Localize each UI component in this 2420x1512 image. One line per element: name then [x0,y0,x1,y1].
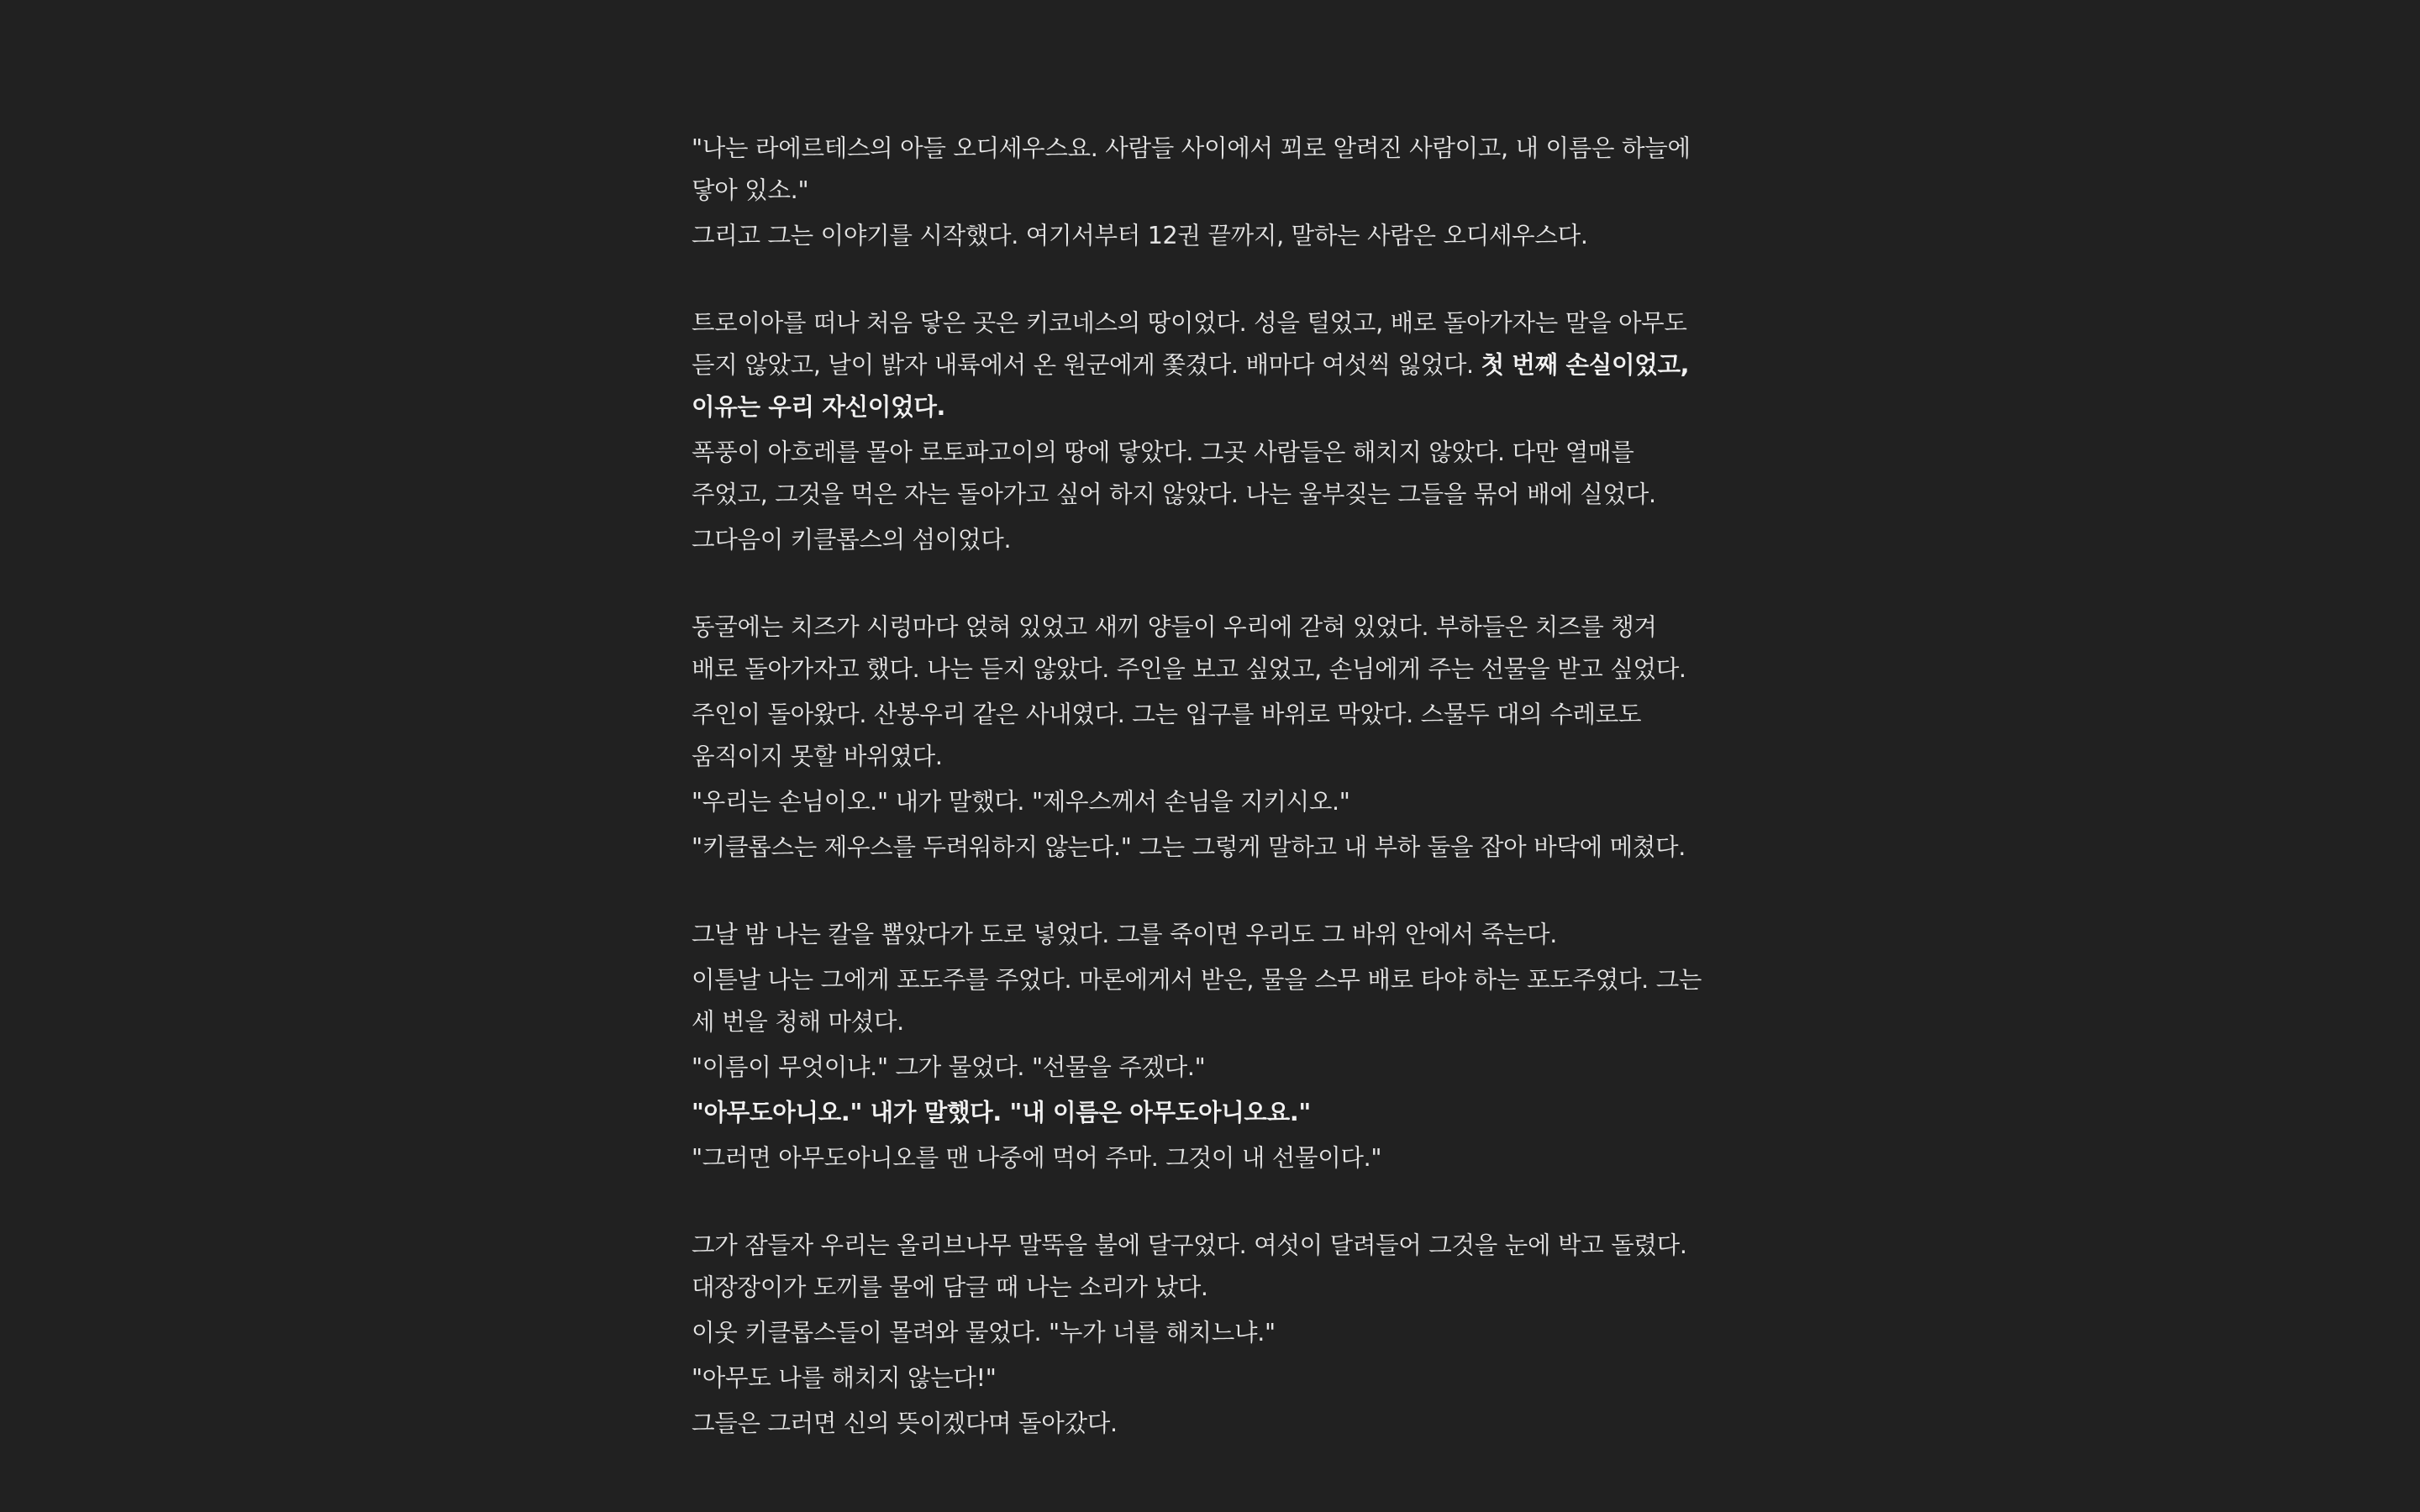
paragraph [692,694,1733,778]
text-line [692,1137,1733,1179]
text-line [692,959,1733,1001]
text-line [692,1047,1733,1089]
text-line [692,474,1733,516]
paragraph [692,1137,1733,1179]
text-line [692,914,1733,956]
text-run: 그가 잠들자 우리는 올리브나무 말뚝을 불에 달구었다. 여섯이 달려들어 그것을 눈에 박고 돌렸다. [692,1231,1687,1259]
bold-text-run: "아무도아니오." 내가 말했다. "내 이름은 아무도아니오요." [692,1099,1311,1126]
text-run: 배로 돌아가자고 했다. 나는 듣지 않았다. 주인을 보고 싶었고, 손님에게 주는 선물을 받고 싶었다. [692,655,1686,683]
text-run: 움직이지 못할 바위였다. [692,743,943,770]
text-line [692,128,1733,170]
bold-text-run: 이유는 우리 자신이었다. [692,393,946,421]
text-line [692,736,1733,778]
bold-text-run: 첫 번째 손실이었고, [1481,351,1690,379]
text-run: 주인이 돌아왔다. 산봉우리 같은 사내였다. 그는 입구를 바위로 막았다. 스물두 대의 수레로도 [692,701,1642,728]
paragraph [692,606,1733,690]
text-run: 이웃 키클롭스들이 몰려와 물었다. "누가 너를 해치느냐." [692,1319,1276,1347]
paragraph [692,914,1733,956]
text-run: "나는 라에르테스의 아들 오디세우스요. 사람들 사이에서 꾀로 알려진 사람이고, 내 이름은 하늘에 [692,134,1691,162]
text-line [692,519,1733,561]
text-run: 주었고, 그것을 먹은 자는 돌아가고 싶어 하지 않았다. 나는 울부짖는 그들을 묶어 배에 실었다. [692,480,1656,508]
paragraph-spacer [692,1179,1733,1225]
text-line [692,1001,1733,1043]
text-run: 트로이아를 떠나 처음 닿은 곳은 키코네스의 땅이었다. 성을 털었고, 배로 돌아가자는 말을 아무도 [692,309,1687,337]
paragraph-spacer [692,869,1733,914]
text-line [692,1092,1733,1134]
text-line [692,432,1733,474]
text-run: 동굴에는 치즈가 시렁마다 얹혀 있었고 새끼 양들이 우리에 갇혀 있었다. 부하들은 치즈를 챙겨 [692,613,1657,641]
text-run: "키클롭스는 제우스를 두려워하지 않는다." 그는 그렇게 말하고 내 부하 둘을 잡아 바닥에 메쳤다. [692,833,1686,861]
text-line [692,1312,1733,1354]
paragraph [692,432,1733,516]
paragraph [692,959,1733,1043]
paragraph [692,1312,1733,1354]
paragraph [692,781,1733,823]
text-line [692,606,1733,648]
text-run: 그들은 그러면 신의 뜻이겠다며 돌아갔다. [692,1410,1118,1437]
text-line [692,302,1733,344]
text-run: 그날 밤 나는 칼을 뽑았다가 도로 넣었다. 그를 죽이면 우리도 그 바위 안에서 죽는다. [692,921,1558,948]
text-run: "그러면 아무도아니오를 맨 나중에 먹어 주마. 그것이 내 선물이다." [692,1144,1382,1172]
paragraph [692,1047,1733,1089]
paragraph [692,519,1733,561]
text-run: "이름이 무엇이냐." 그가 물었다. "선물을 주겠다." [692,1053,1206,1081]
text-line [692,781,1733,823]
text-run: 폭풍이 아흐레를 몰아 로토파고이의 땅에 닿았다. 그곳 사람들은 해치지 않았다. 다만 열매를 [692,438,1634,466]
text-line [692,827,1733,869]
text-run: 닿아 있소." [692,176,809,204]
text-run: 이튿날 나는 그에게 포도주를 주었다. 마론에게서 받은, 물을 스무 배로 타야 하는 포도주였다. 그는 [692,966,1702,994]
text-line [692,386,1733,428]
text-line [692,648,1733,690]
text-line [692,1357,1733,1399]
text-line [692,1403,1733,1445]
paragraph-spacer [692,257,1733,302]
paragraph [692,302,1733,428]
text-line [692,1267,1733,1309]
paragraph [692,827,1733,869]
text-run: "우리는 손님이오." 내가 말했다. "제우스께서 손님을 지키시오." [692,788,1350,816]
text-line [692,215,1733,257]
paragraph [692,215,1733,257]
paragraph [692,1357,1733,1399]
paragraph [692,1225,1733,1309]
paragraph [692,1092,1733,1134]
text-run: 대장장이가 도끼를 물에 담글 때 나는 소리가 났다. [692,1273,1208,1301]
text-run: 그리고 그는 이야기를 시작했다. 여기서부터 12권 끝까지, 말하는 사람은 오디세우스다. [692,222,1588,249]
text-line [692,694,1733,736]
text-line [692,344,1733,386]
text-line [692,170,1733,212]
paragraph [692,1403,1733,1445]
text-run: 세 번을 청해 마셨다. [692,1008,904,1036]
paragraph-spacer [692,561,1733,606]
text-run: 그다음이 키클롭스의 섬이었다. [692,526,1012,554]
paragraph [692,128,1733,212]
text-line [692,1225,1733,1267]
text-run: "아무도 나를 해치지 않는다!" [692,1364,997,1392]
document-body [692,128,1733,1445]
text-run: 듣지 않았고, 날이 밝자 내륙에서 온 원군에게 쫓겼다. 배마다 여섯씩 잃었다. [692,351,1481,379]
